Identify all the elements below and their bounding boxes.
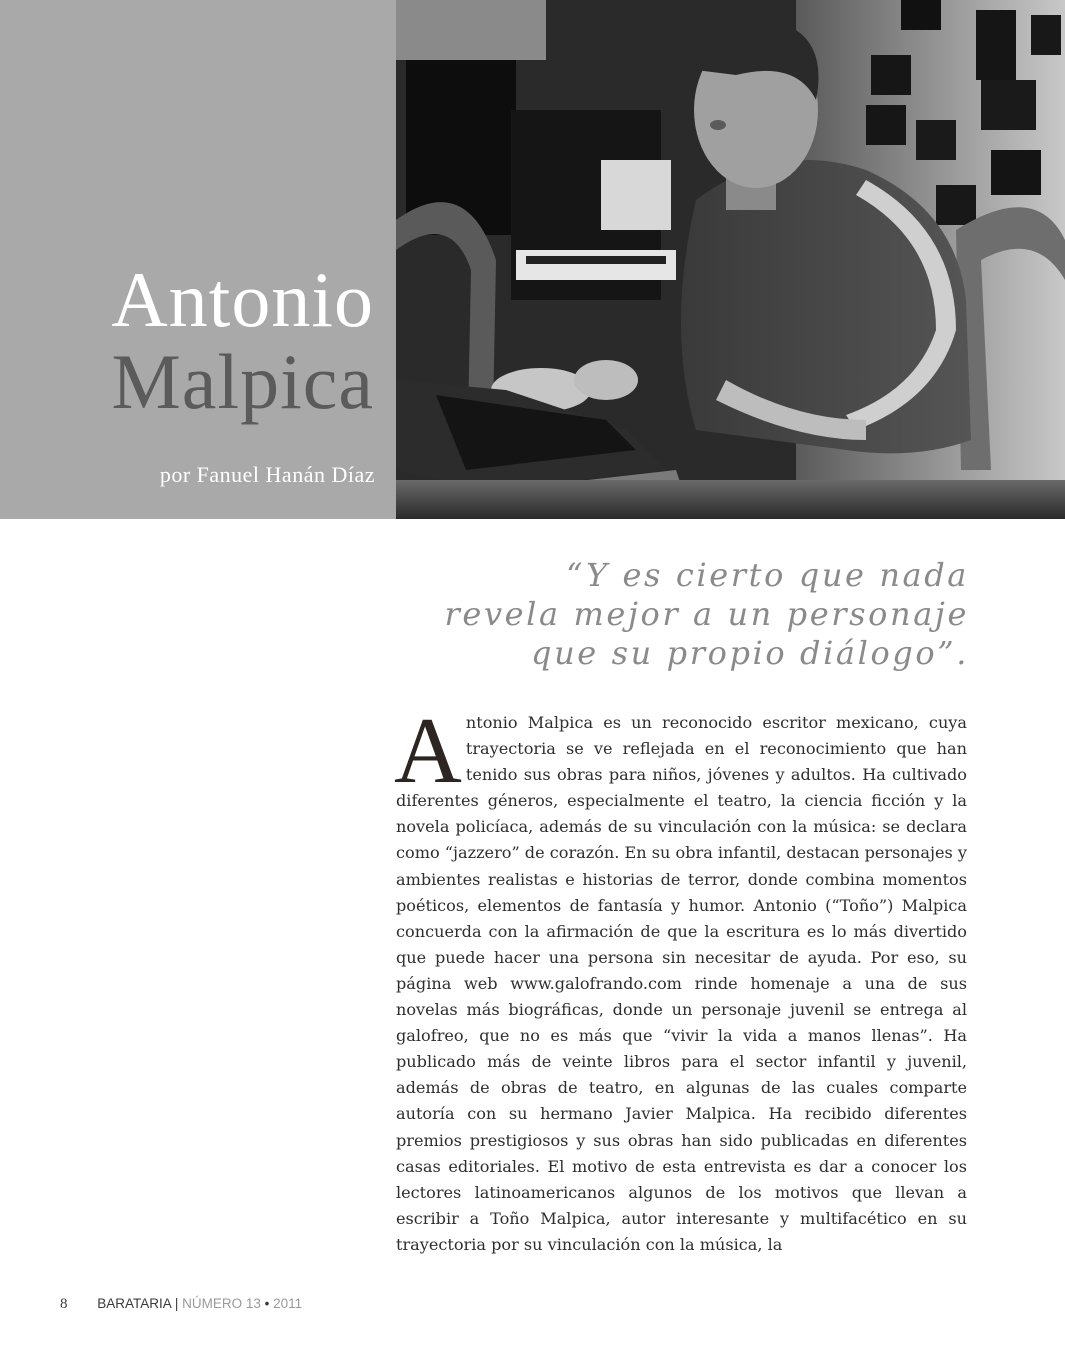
pull-quote <box>396 556 969 673</box>
issue-year: 2011 <box>273 1296 303 1311</box>
drop-cap: A <box>394 699 462 803</box>
byline: por Fanuel Hanán Díaz <box>159 462 375 487</box>
photo-author-at-laptop-icon <box>396 0 1065 519</box>
pull-quote-line: que su propio diálogo”. <box>531 634 969 672</box>
pull-quote-line: revela mejor a un personaje <box>444 595 969 633</box>
article-body <box>394 699 967 1258</box>
article-paragraph: ntonio Malpica es un reconocido escritor mexicano, cuya trayectoria se ve reflejada en el reconocimiento que han tenido sus obras para niños, jóvenes y adultos. Ha cultivado diferentes géneros, especialmente el teatro, la ciencia ficción y la novela policíaca, además de su vinculación con la música: se declara como “jazzero” de corazón. En su obra infantil, destacan personajes y ambientes realistas e historias de terror, donde combina momentos poéticos, elementos de fantasía y humor. Antonio (“Toño”) Malpica concuerda con la afirmación de que la escritura es lo más divertido que puede hacer una persona sin necesitar de ayuda. Por eso, su página web www.galofrando.com rinde homenaje a una de sus novelas más biográficas, donde un personaje juvenil se entrega al galofreo, que no es más que “vivir la vida a manos llenas”. Ha publicado más de veinte libros para el sector infantil y juvenil, además de obras de teatro, en algunas de las cuales comparte autoría con su hermano Javier Malpica. Ha recibido diferentes premios prestigiosos y sus obras han sido publicadas en diferentes casas editoriales. El motivo de esta entrevista es dar a conocer los lectores latinoamericanos algunos de los motivos que llevan a escribir a Toño Malpica, autor interesante y multifacético en su trayectoria por su vinculación con la música, la <box>396 713 967 1254</box>
title-first-name: Antonio <box>111 256 374 343</box>
footer-bullet: • <box>264 1296 270 1311</box>
page-number: 8 <box>60 1296 68 1312</box>
footer-divider: | <box>174 1296 179 1311</box>
page-footer <box>60 1296 302 1313</box>
title-panel <box>0 0 396 519</box>
author-photo <box>396 0 1065 519</box>
title-last-name: Malpica <box>111 338 374 425</box>
pull-quote-line: “Y es cierto que nada <box>566 556 969 594</box>
issue-number: NÚMERO 13 <box>182 1296 261 1311</box>
magazine-name: BARATARIA <box>97 1296 172 1311</box>
